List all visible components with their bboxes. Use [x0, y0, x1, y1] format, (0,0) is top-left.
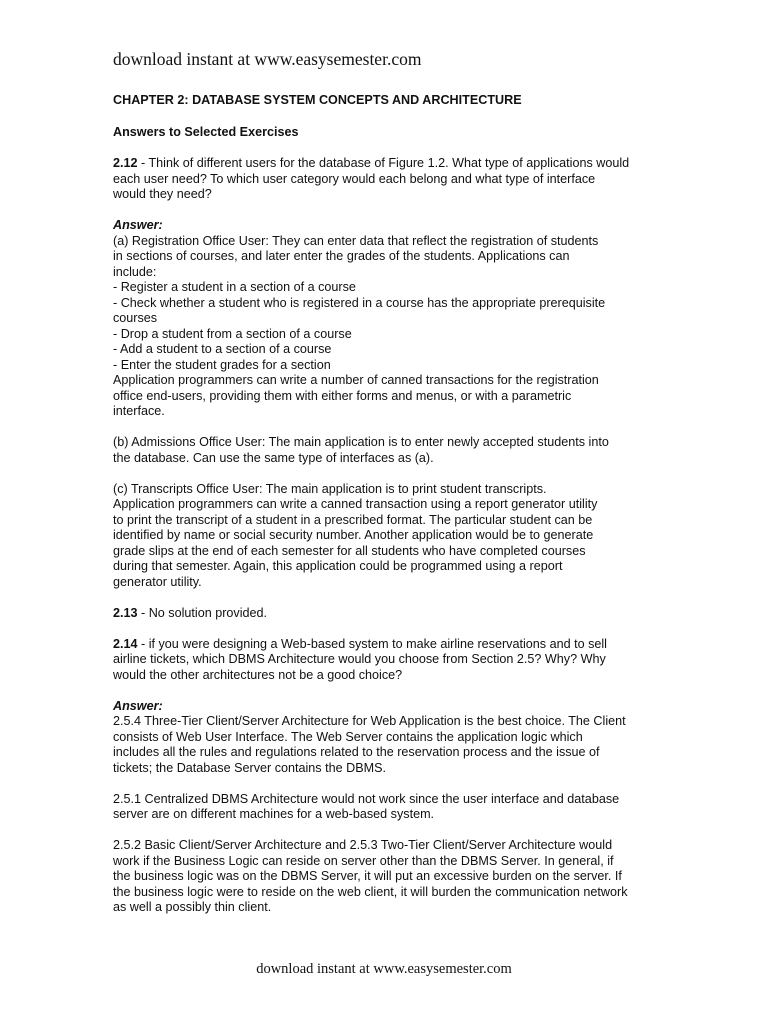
answer-line: (b) Admissions Office User: The main application is to enter newly accepted students into — [113, 435, 609, 449]
answer-line: include: — [113, 264, 157, 279]
answer-line: tickets; the Database Server contains the DBMS. — [113, 760, 386, 775]
question-number: 2.12 — [113, 156, 138, 170]
answer-line: as well a possibly thin client. — [113, 900, 272, 914]
document-body — [113, 125, 673, 916]
answer-line: includes all the rules and regulations related to the reservation process and the issue of — [113, 745, 600, 759]
answer-line: courses — [113, 311, 158, 325]
answer-line: office end-users, providing them with either forms and menus, or with a parametric — [113, 388, 572, 403]
answer-line: work if the Business Logic can reside on server other than the DBMS Server. In general, if — [113, 853, 614, 868]
answer-line: consists of Web User Interface. The Web Server contains the application logic which — [113, 729, 583, 744]
answer-line: the database. Can use the same type of interfaces as (a). — [113, 450, 434, 465]
answer-line: - Drop a student from a section of a course — [113, 326, 352, 341]
question-2-14-line: would the other architectures not be a good choice? — [113, 667, 403, 682]
answer-line: to print the transcript of a student in a prescribed format. The particular student can be — [113, 512, 593, 527]
question-2-12-line: would they need? — [113, 187, 212, 201]
header-watermark: download instant at www.easysemester.com — [113, 49, 422, 69]
section-heading: Answers to Selected Exercises — [113, 125, 299, 139]
answer-line: grade slips at the end of each semester for all students who have completed courses — [113, 543, 586, 558]
answer-line: 2.5.2 Basic Client/Server Architecture and 2.5.3 Two-Tier Client/Server Architecture would — [113, 838, 613, 852]
question-number: 2.14 — [113, 636, 138, 651]
answer-line: Application programmers can write a canned transaction using a report generator utility — [113, 497, 598, 511]
answer-line: the business logic was on the DBMS Server, it will put an excessive burden on the server. If — [113, 869, 622, 883]
answer-line: 2.5.4 Three-Tier Client/Server Architecture for Web Application is the best choice. The Client — [113, 714, 626, 728]
answer-line: (c) Transcripts Office User: The main application is to print student transcripts. — [113, 481, 547, 496]
answer-label: Answer: — [113, 698, 163, 713]
answer-line: the business logic were to reside on the web client, it will burden the communication network — [113, 884, 628, 899]
answer-line: interface. — [113, 404, 165, 418]
question-number: 2.13 — [113, 605, 138, 620]
question-2-12-line: 2.12 - Think of different users for the database of Figure 1.2. What type of applications would — [113, 156, 630, 170]
question-2-12-line: each user need? To which user category would each belong and what type of interface — [113, 171, 596, 186]
answer-line: during that semester. Again, this application could be programmed using a report — [113, 559, 563, 573]
question-2-14-line: airline tickets, which DBMS Architecture would you choose from Section 2.5? Why? Why — [113, 652, 606, 666]
question-2-14-line: 2.14 - if you were designing a Web-based system to make airline reservations and to sell — [113, 636, 607, 651]
answer-line: generator utility. — [113, 574, 202, 589]
answer-line: identified by name or social security number. Another application would be to generate — [113, 528, 594, 542]
answer-line: - Add a student to a section of a course — [113, 342, 332, 356]
answer-line: server are on different machines for a web-based system. — [113, 807, 435, 821]
answer-line: in sections of courses, and later enter the grades of the students. Applications can — [113, 249, 570, 263]
question-2-13-line: 2.13 - No solution provided. — [113, 605, 268, 620]
answer-line: - Enter the student grades for a section — [113, 357, 331, 372]
answer-line: Application programmers can write a number of canned transactions for the registration — [113, 373, 599, 387]
answer-line: - Register a student in a section of a course — [113, 280, 356, 294]
footer-watermark: download instant at www.easysemester.com — [256, 961, 512, 977]
answer-line: (a) Registration Office User: They can enter data that reflect the registration of students — [113, 233, 599, 248]
answer-label: Answer: — [113, 218, 163, 232]
answer-line: - Check whether a student who is registered in a course has the appropriate prerequisite — [113, 295, 606, 310]
answer-line: 2.5.1 Centralized DBMS Architecture would not work since the user interface and database — [113, 791, 620, 806]
chapter-title: CHAPTER 2: DATABASE SYSTEM CONCEPTS AND ARCHITECTURE — [113, 93, 522, 107]
